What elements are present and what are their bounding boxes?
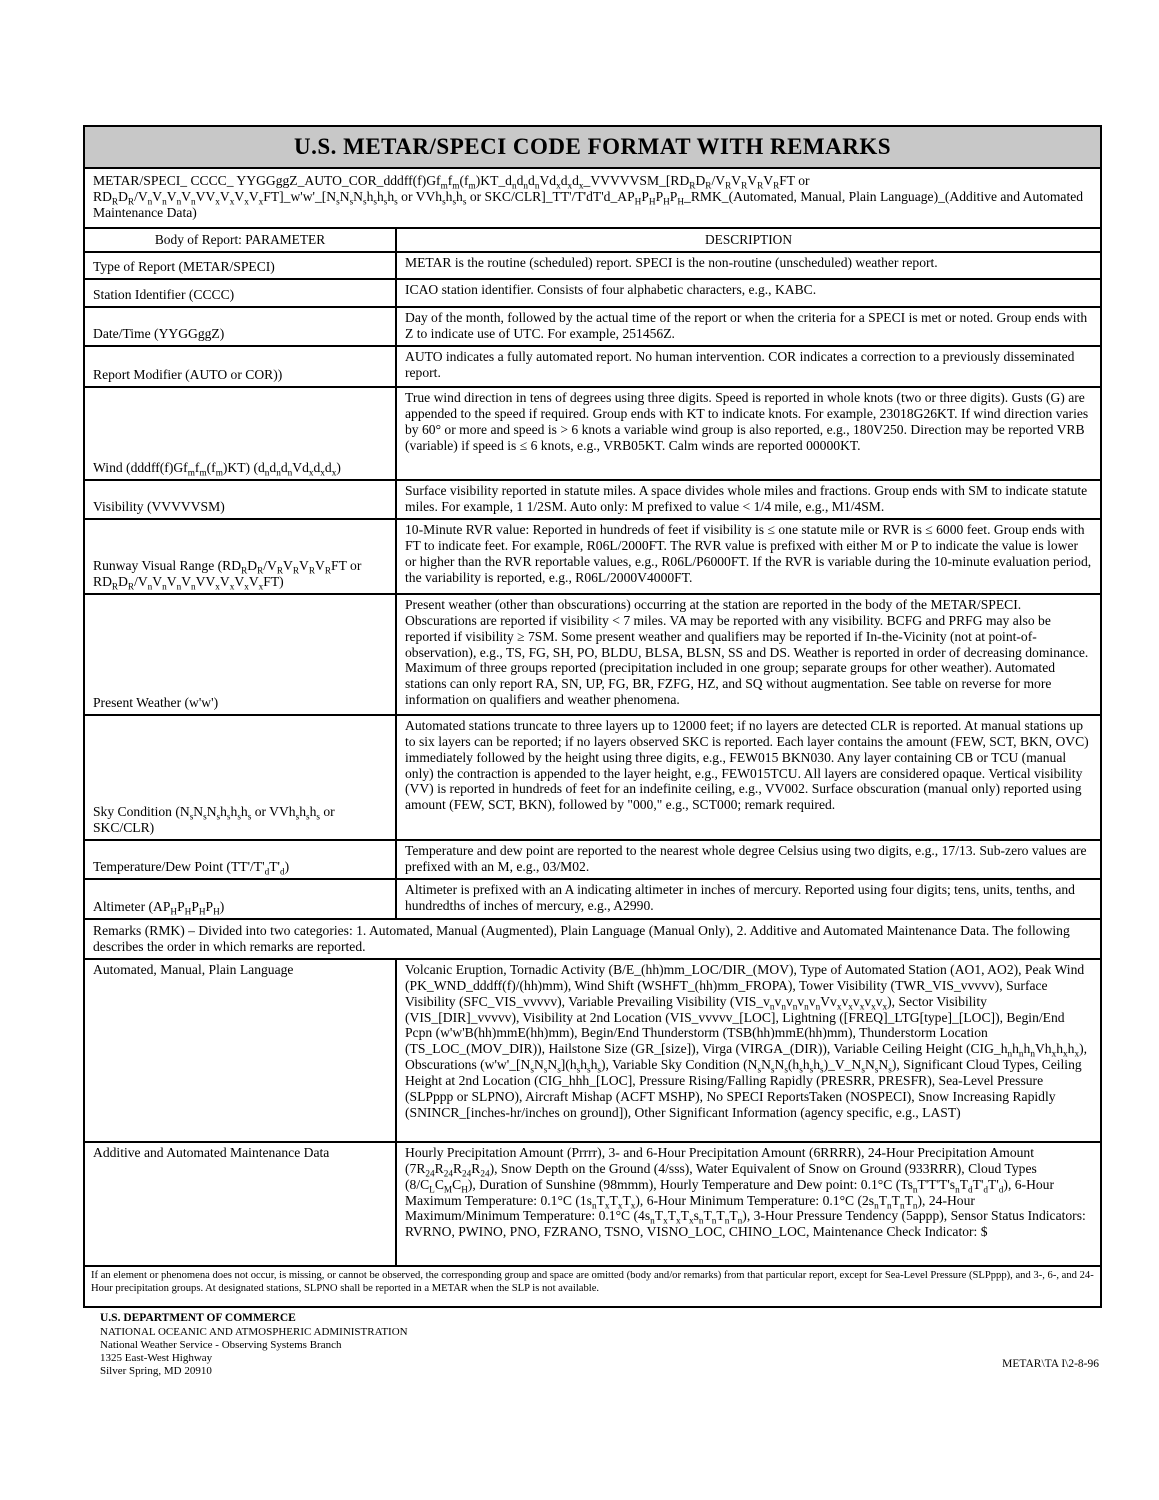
footer-branch: National Weather Service - Observing Systems Branch (100, 1338, 342, 1351)
description-cell: METAR is the routine (scheduled) report. SPECI is the non-routine (unscheduled) weather report. (396, 252, 1101, 279)
table-row (84, 519, 1101, 594)
remarks-divider-text: Remarks (RMK) – Divided into two categories: 1. Automated, Manual (Augmented), Plain Language (Manual Only), 2. Additive and Automated Maintenance Data. The following describes the order in which remarks are reported. (84, 919, 1101, 959)
remarks-divider-row (84, 919, 1101, 959)
description-cell: 10-Minute RVR value: Reported in hundreds of feet if visibility is ≤ one statute mile or RVR is ≤ 6000 feet. Group ends with FT to indicate feet. For example, R06L/2000FT. The RVR value is prefixed with either M or P to indicate the value is lower or higher than the RVR reportable values, e.g., R06L/P6000FT. If the RVR is variable during the 10-minute evaluation period, the variability is reported, e.g., R06L/2000V4000FT. (396, 519, 1101, 594)
column-header-row (84, 228, 1101, 252)
description-cell: Day of the month, followed by the actual time of the report or when the criteria for a SPECI is met or noted. Group ends with Z to indicate use of UTC. For example, 251456Z. (396, 307, 1101, 346)
page-title: U.S. METAR/SPECI CODE FORMAT WITH REMARKS (84, 126, 1101, 168)
parameter-cell: Visibility (VVVVVSM) (84, 480, 396, 519)
footnote-text: If an element or phenomena does not occur, is missing, or cannot be observed, the corresponding group and space are omitted (body and/or remarks) from that particular report, except for Sea-Level Pressure (SLPppp), and 3-, 6-, and 24-Hour precipitation groups. At designated stations, SLPNO shall be reported in a METAR when the SLP is not available. (84, 1266, 1101, 1307)
parameter-cell: Runway Visual Range ($RD_RD_R/V_RV_RV_RV_RFT$ or $RD_RD_R/V_nV_nV_nV_nVV_xV_xV_xV_xFT$) (84, 519, 396, 594)
table-row (84, 1142, 1101, 1266)
column-header-description: DESCRIPTION (396, 228, 1101, 252)
table-row (84, 252, 1101, 279)
description-cell: Hourly Precipitation Amount (Prrrr), 3- and 6-Hour Precipitation Amount (6RRRR), 24-Hour Precipitation Amount $(7R_{24}R_{24}R_{24}R_{24})$, Snow Depth on the Ground (4/sss), Water Equivalent of Snow on Ground (933RRR), Cloud Types $(8/C_LC_MC_H)$, Duration of Sunshine (98mmm), Hourly Temperature and Dew point: 0.1°C $(Ts_nT'T'T's_nT_dT'_dT'_d)$, 6-Hour Maximum Temperature: 0.1°C $(1s_nT_xT_xT_x)$, 6-Hour Minimum Temperature: 0.1°C $(2s_nT_nT_nT_n)$, 24-Hour Maximum/Minimum Temperature: 0.1°C $(4s_nT_xT_xT_xs_nT_nT_nT_n)$, 3-Hour Pressure Tendency (5appp), Sensor Status Indicators: RVRNO, PWINO, PNO, FZRANO, TSNO, VISNO_LOC, CHINO_LOC, Maintenance Check Indicator: $ (396, 1142, 1101, 1266)
title-row (84, 126, 1101, 168)
table-row (84, 307, 1101, 346)
parameter-cell: Wind $(dddff(f)Gf_mf_m(f_m)KT)$ $(d_nd_nd_nVd_xd_xd_x)$ (84, 387, 396, 480)
description-cell: AUTO indicates a fully automated report. No human intervention. COR indicates a correction to a previously disseminated report. (396, 346, 1101, 387)
description-cell: Present weather (other than obscurations) occurring at the station are reported in the body of the METAR/SPECI. Obscurations are reported if visibility < 7 miles. VA may be reported with any visibility. BCFG and PRFG may also be reported if visibility ≥ 7SM. Some present weather and qualifiers may be reported if In-the-Vicinity (not at point-of-observation), e.g., TS, FG, SH, PO, BLDU, BLSA, BLSN, SS and DS. Weather is reported in order of decreasing dominance. Maximum of three groups reported (precipitation included in one group; separate groups for other weather). Automated stations can only report RA, SN, UP, FG, BR, FZFG, HZ, and SQ without augmentation. See table on reverse for more information on qualifiers and weather phenomena. (396, 594, 1101, 715)
code-format-line: METAR/SPECI_ CCCC_ $YYGGggZ\_AUTO\_COR\_dddff(f)Gf_mf_m(f_m)KT\_d_nd_nd_nVd_xd_xd_x\_VVVVVSM\_[RD_RD_R/V_RV_RV_RV_RFT$ or $RD_RD_R/V_nV_nV_nV_nVV_xV_xV_xV_xFT]\_w'w'\_[N_sN_sN_sh_sh_sh_s$ or $VVh_sh_sh_s$ or SKC/$CLR]\_TT'/T'dT'd\_AP_HP_HP_HP_H\_RMK\_(Automated$, Manual, Plain Language)_(Additive and Automated Maintenance Data) (84, 168, 1101, 228)
footer-street: 1325 East-West Highway (100, 1352, 213, 1365)
parameter-cell: Sky Condition ($N_sN_sN_sh_sh_sh_s$ or $VVh_sh_sh_s$ or SKC/CLR) (84, 715, 396, 840)
table-row (84, 480, 1101, 519)
description-cell: ICAO station identifier. Consists of four alphabetic characters, e.g., KABC. (396, 279, 1101, 307)
footer-agency: NATIONAL OCEANIC AND ATMOSPHERIC ADMINISTRATION (100, 1325, 408, 1338)
table-row (84, 879, 1101, 919)
table-row (84, 840, 1101, 879)
description-cell: Volcanic Eruption, Tornadic Activity (B/E_(hh)mm_LOC/DIR_(MOV), Type of Automated Station (AO1, AO2), Peak Wind (PK_WND_dddff(f)/(hh)mm), Wind Shift (WSHFT_(hh)mm_FROPA), Tower Visibility (TWR_VIS_vvvvv), Surface Visibility (SFC_VIS_vvvvv), Variable Prevailing Visibility $(VIS\_v_nv_nv_nv_nv_nVv_xv_xv_xv_xv_x)$, Sector Visibility (VIS_[DIR]_vvvvv), Visibility at 2nd Location (VIS_vvvvv_[LOC], Lightning ([FREQ]_LTG[type]_[LOC]), Begin/End Pcpn (w'w'B(hh)mmE(hh)mm), Begin/End Thunderstorm (TSB(hh)mmE(hh)mm), Thunderstorm Location (TS_LOC_(MOV_DIR)), Hailstone Size (GR_[size]), Virga (VIRGA_(DIR)), Variable Ceiling Height $(CIG\_h_nh_nh_nVh_xh_xh_x)$, Obscurations ($w'w'\_[N_sN_sN_s](h_sh_sh_s)$, Variable Sky Condition $(N_sN_sN_s(h_sh_sh_s)\_V\_N_sN_sN_s)$, Significant Cloud Types, Ceiling Height at 2nd Location (CIG_hhh_[LOC], Pressure Rising/Falling Rapidly (PRESRR, PRESFR), Sea-Level Pressure (SLPppp or SLPNO), Aircraft Mishap (ACFT MSHP), No SPECI ReportsTaken (NOSPECI), Snow Increasing Rapidly (SNINCR_[inches-hr/inches on ground]), Other Significant Information (agency specific, e.g., LAST) (396, 959, 1101, 1142)
description-cell: True wind direction in tens of degrees using three digits. Speed is reported in whole knots (two or three digits). Gusts (G) are appended to the speed if required. Group ends with KT to indicate knots. For example, 23018G26KT. If wind direction varies by 60° or more and speed is > 6 knots a variable wind group is also reported, e.g., 180V250. Direction may be reported VRB (variable) if speed is ≤ 6 knots, e.g., VRB05KT. Calm winds are reported 00000KT. (396, 387, 1101, 480)
footer-city: Silver Spring, MD 20910 (100, 1365, 212, 1378)
table-row (84, 346, 1101, 387)
description-cell: Automated stations truncate to three layers up to 12000 feet; if no layers are detected CLR is reported. At manual stations up to six layers can be reported; if no layers observed SKC is reported. Each layer contains the amount (FEW, SCT, BKN, OVC) immediately followed by the height using three digits, e.g., FEW015 BKN030. Any layer containing CB or TCU (manual only) the contraction is appended to the layer height, e.g., FEW015TCU. All layers are considered opaque. Vertical visibility (VV) is reported in hundreds of feet for an indefinite ceiling, e.g., VV002. Surface obscuration (manual only) reported using amount (FEW, SCT, BKN), followed by "000," e.g., SCT000; remark required. (396, 715, 1101, 840)
document-reference: METAR\TA I\2-8-96 (1002, 1358, 1099, 1370)
table-row (84, 594, 1101, 715)
description-cell: Altimeter is prefixed with an A indicating altimeter in inches of mercury. Reported using four digits; tens, units, tenths, and hundredths of inches of mercury, e.g., A2990. (396, 879, 1101, 919)
parameter-cell: Report Modifier (AUTO or COR)) (84, 346, 396, 387)
table-row (84, 279, 1101, 307)
footnote-row (84, 1266, 1101, 1307)
footer-department: U.S. DEPARTMENT OF COMMERCE (100, 1312, 296, 1324)
parameter-cell: Altimeter $(AP_HP_HP_HP_H)$ (84, 879, 396, 919)
parameter-cell: Additive and Automated Maintenance Data (84, 1142, 396, 1266)
parameter-cell: Temperature/Dew Point $(TT'/T'_dT'_d)$ (84, 840, 396, 879)
parameter-cell: Station Identifier (CCCC) (84, 279, 396, 307)
table-row (84, 387, 1101, 480)
parameter-cell: Date/Time (YYGGggZ) (84, 307, 396, 346)
table-row (84, 715, 1101, 840)
parameter-cell: Type of Report (METAR/SPECI) (84, 252, 396, 279)
code-format-row (84, 168, 1101, 228)
description-cell: Temperature and dew point are reported to the nearest whole degree Celsius using two digits, e.g., 17/13. Sub-zero values are prefixed with an M, e.g., 03/M02. (396, 840, 1101, 879)
footer-block (100, 1312, 1059, 1379)
metar-format-table (83, 125, 1102, 1308)
description-cell: Surface visibility reported in statute miles. A space divides whole miles and fractions. Group ends with SM to indicate statute miles. For example, 1 1/2SM. Auto only: M prefixed to value < 1/4 mile, e.g., M1/4SM. (396, 480, 1101, 519)
parameter-cell: Present Weather (w'w') (84, 594, 396, 715)
parameter-cell: Automated, Manual, Plain Language (84, 959, 396, 1142)
column-header-parameter: Body of Report: PARAMETER (84, 228, 396, 252)
table-row (84, 959, 1101, 1142)
